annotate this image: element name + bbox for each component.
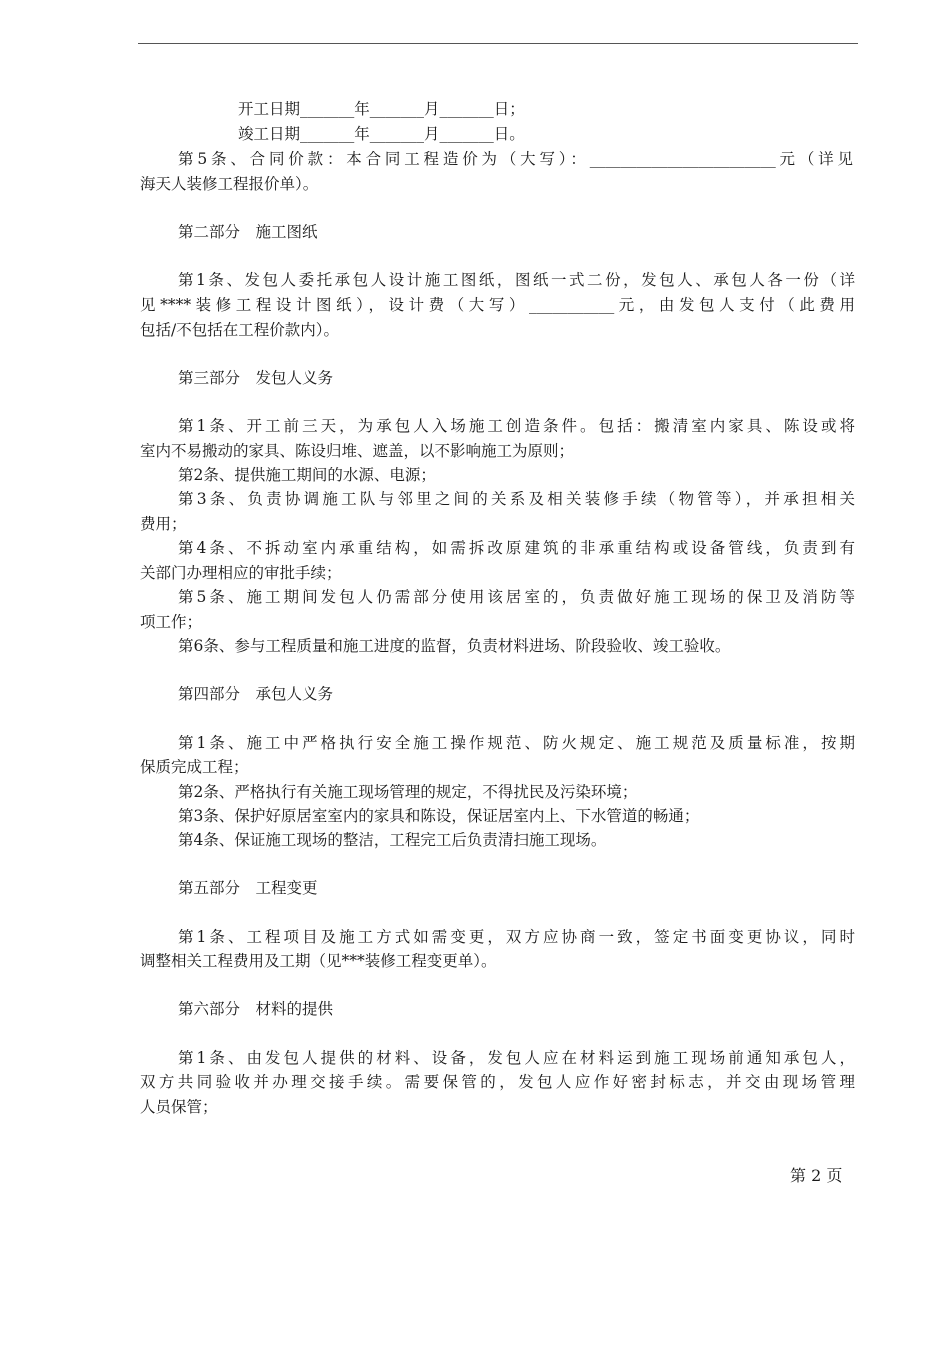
paragraph-line: 海天人装修工程报价单）。	[140, 175, 319, 193]
section-heading: 第五部分 工程变更	[178, 879, 318, 897]
completion-date-line: 竣工日期_______年_______月_______日。	[238, 125, 525, 143]
section-heading: 第三部分 发包人义务	[178, 369, 334, 387]
paragraph-line: 人员保管；	[140, 1098, 218, 1116]
paragraph-line: 双方共同验收并办理交接手续。需要保管的，发包人应作好密封标志，并交由现场管理	[140, 1073, 855, 1091]
paragraph-line: 项工作；	[140, 613, 203, 631]
paragraph-line: 第1条、开工前三天，为承包人入场施工创造条件。包括：搬清室内家具、陈设或将	[178, 417, 855, 435]
paragraph-line: 第1条、施工中严格执行安全施工操作规范、防火规定、施工规范及质量标准，按期	[178, 734, 855, 752]
paragraph-line: 第4条、保证施工现场的整洁，工程完工后负责清扫施工现场。	[178, 831, 607, 849]
paragraph-line: 第6条、参与工程质量和施工进度的监督，负责材料进场、阶段验收、竣工验收。	[178, 637, 731, 655]
paragraph-line: 室内不易搬动的家具、陈设归堆、遮盖，以不影响施工为原则；	[140, 442, 575, 460]
start-date-line: 开工日期_______年_______月_______日；	[238, 100, 525, 118]
header-rule	[138, 43, 858, 44]
paragraph-line: 第2条、严格执行有关施工现场管理的规定，不得扰民及污染环境；	[178, 783, 638, 801]
paragraph-line: 费用；	[140, 515, 187, 533]
section-heading: 第六部分 材料的提供	[178, 1000, 334, 1018]
paragraph-line: 保质完成工程；	[140, 758, 249, 776]
paragraph-line: 第1条、发包人委托承包人设计施工图纸，图纸一式二份，发包人、承包人各一份（详	[178, 271, 855, 289]
paragraph-line: 第1条、由发包人提供的材料、设备，发包人应在材料运到施工现场前通知承包人，	[178, 1049, 855, 1067]
paragraph-line: 包括/不包括在工程价款内）。	[140, 321, 339, 339]
paragraph-line: 第5条、施工期间发包人仍需部分使用该居室的，负责做好施工现场的保卫及消防等	[178, 588, 855, 606]
paragraph-line: 见****装修工程设计图纸），设计费（大写）___________元，由发包人支付（此费用	[140, 296, 855, 314]
page-number: 第 2 页	[790, 1166, 843, 1185]
paragraph-line: 第4条、不拆动室内承重结构，如需拆改原建筑的非承重结构或设备管线，负责到有	[178, 539, 855, 557]
paragraph-line: 调整相关工程费用及工期（见***装修工程变更单）。	[140, 952, 497, 970]
paragraph-line: 第5条、合同价款：本合同工程造价为（大写）：________________________元（详见	[178, 150, 853, 168]
paragraph-line: 第2条、提供施工期间的水源、电源；	[178, 466, 436, 484]
section-heading: 第四部分 承包人义务	[178, 685, 334, 703]
paragraph-line: 关部门办理相应的审批手续；	[140, 564, 342, 582]
section-heading: 第二部分 施工图纸	[178, 223, 318, 241]
paragraph-line: 第1条、工程项目及施工方式如需变更，双方应协商一致，签定书面变更协议，同时	[178, 928, 855, 946]
paragraph-line: 第3条、保护好原居室室内的家具和陈设，保证居室内上、下水管道的畅通；	[178, 807, 700, 825]
paragraph-line: 第3条、负责协调施工队与邻里之间的关系及相关装修手续（物管等），并承担相关	[178, 490, 855, 508]
